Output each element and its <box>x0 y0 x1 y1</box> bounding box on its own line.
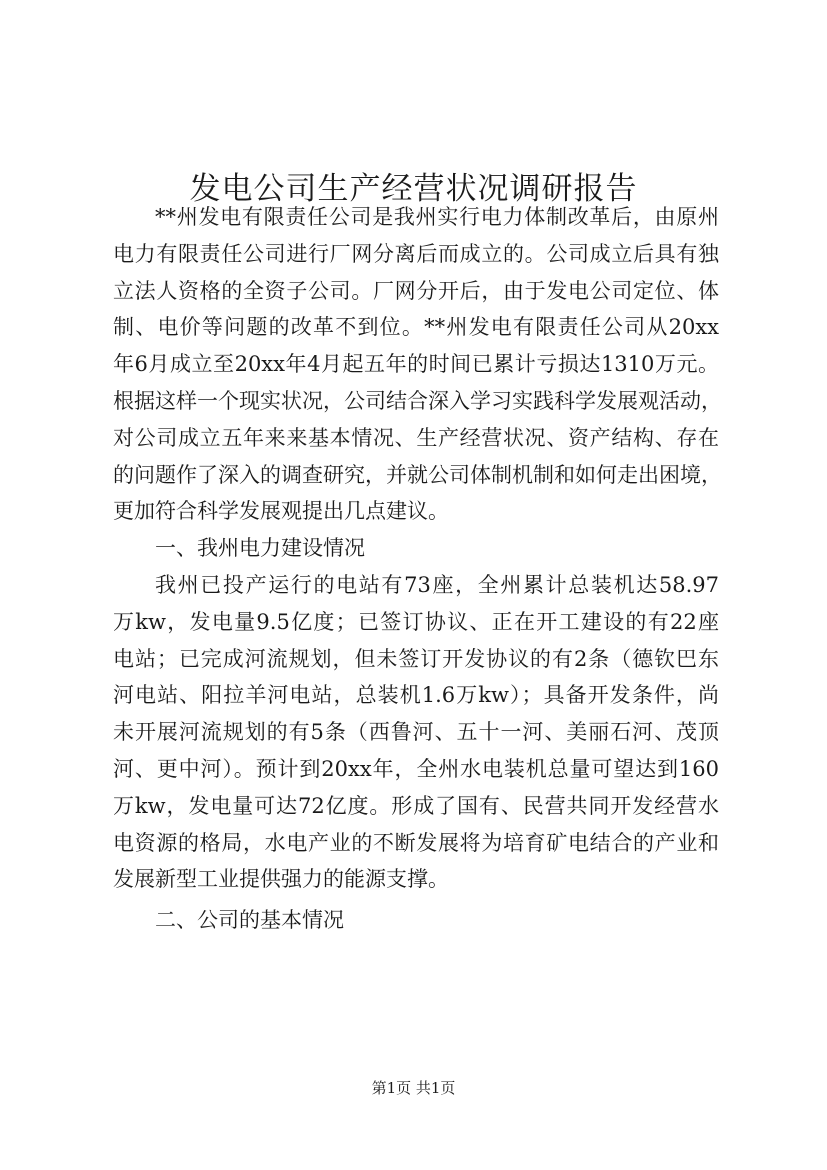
intro-paragraph <box>113 199 722 530</box>
section-1-line: 河、更中河）。预计到20xx年，全州水电装机总量可望达到160 <box>113 756 719 781</box>
intro-line: 更加符合科学发展观提出几点建议。 <box>113 499 449 524</box>
section-1-line: 万kw，发电量可达72亿度。形成了国有、民营共同开发经营水 <box>113 793 719 818</box>
section-2-heading: 二、公司的基本情况 <box>155 908 344 933</box>
intro-line: 立法人资格的全资子公司。厂网分开后，由于发电公司定位、体 <box>113 278 719 303</box>
intro-line: 的问题作了深入的调查研究，并就公司体制机制和如何走出困境， <box>113 462 722 487</box>
intro-line: 对公司成立五年来来基本情况、生产经营状况、资产结构、存在 <box>113 425 719 450</box>
intro-line: 制、电价等问题的改革不到位。**州发电有限责任公司从20xx <box>113 315 719 340</box>
section-1-line: 未开展河流规划的有5条（西鲁河、五十一河、美丽石河、茂顶 <box>113 720 719 745</box>
section-1-line: 万kw，发电量9.5亿度；已签订协议、正在开工建设的有22座 <box>113 609 719 634</box>
document-body <box>113 199 722 939</box>
section-1-paragraph <box>113 567 719 898</box>
document-title: 发电公司生产经营状况调研报告 <box>189 170 638 207</box>
intro-line: 电力有限责任公司进行厂网分离后而成立的。公司成立后具有独 <box>113 241 719 266</box>
intro-line: 年6月成立至20xx年4月起五年的时间已累计亏损达1310万元。 <box>113 352 719 377</box>
intro-line: **州发电有限责任公司是我州实行电力体制改革后，由原州 <box>155 205 719 229</box>
section-1-heading: 一、我州电力建设情况 <box>155 536 365 561</box>
section-1-line: 电资源的格局，水电产业的不断发展将为培育矿电结合的产业和 <box>113 830 719 855</box>
section-1-line: 我州已投产运行的电站有73座，全州累计总装机达58.97 <box>155 572 719 597</box>
section-1-line: 河电站、阳拉羊河电站，总装机1.6万kw）；具备开发条件，尚 <box>113 683 719 708</box>
intro-line: 根据这样一个现实状况，公司结合深入学习实践科学发展观活动， <box>113 388 722 413</box>
page-footer: 第1页 共1页 <box>371 1079 456 1097</box>
section-1-line: 电站；已完成河流规划，但未签订开发协议的有2条（德钦巴东 <box>113 646 719 671</box>
section-1-line: 发展新型工业提供强力的能源支撑。 <box>113 867 449 892</box>
